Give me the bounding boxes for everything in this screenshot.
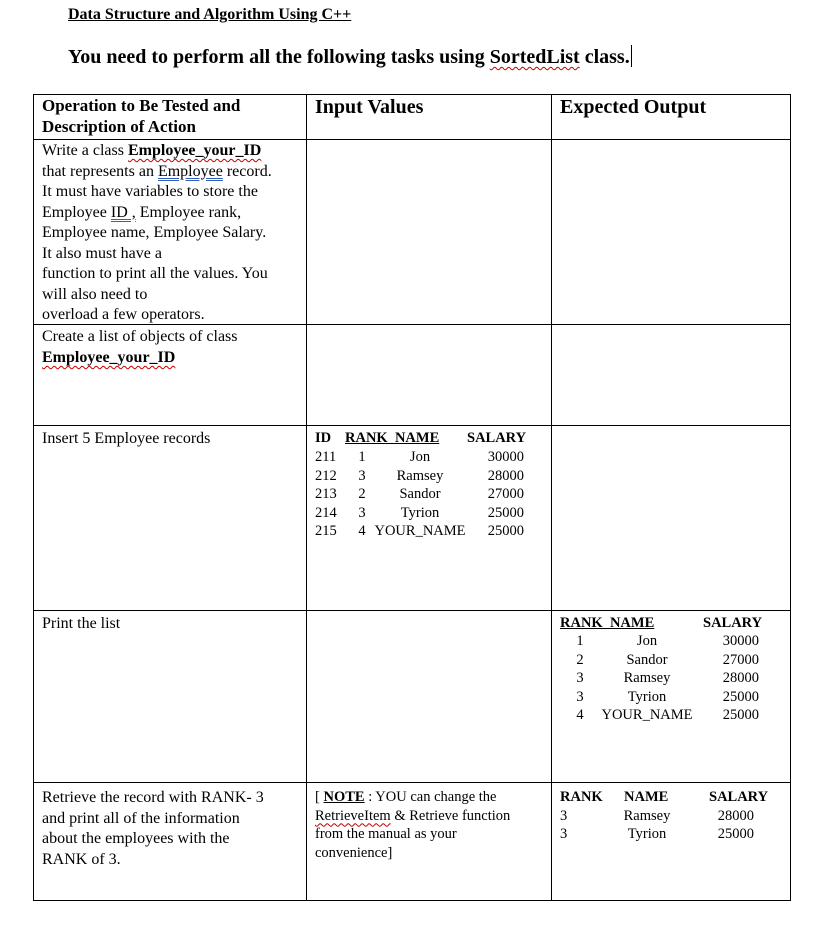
record-name: Jon [409, 449, 431, 465]
record-name: Tyrion [627, 826, 667, 842]
text-cursor [631, 45, 632, 67]
row1-line3: It must have variables to store the [42, 183, 258, 200]
row5-line4: RANK of 3. [42, 850, 121, 868]
record-salary: 28000 [717, 807, 754, 824]
row3-operation: Insert 5 Employee records [42, 430, 211, 447]
record-name: Sandor [399, 486, 441, 502]
row5-header-salary: SALARY [709, 789, 769, 805]
row4-header-salary: SALARY [703, 615, 763, 631]
row-divider-4 [33, 782, 791, 783]
record-salary: 27000 [722, 651, 759, 668]
record-name: Jon [636, 633, 658, 649]
row5-note-line3: from the manual as your [315, 826, 457, 842]
record-id: 211 [315, 449, 337, 465]
record-name: Ramsey [623, 807, 671, 824]
note-l2b: & Retrieve function [390, 807, 511, 824]
row5-note-line1 [315, 788, 497, 807]
record-name: YOUR_NAME [374, 523, 466, 539]
row1-l4b: ID , [110, 203, 136, 221]
row1-line5: Employee name, Employee Salary. [42, 224, 267, 241]
record-rank: 3 [576, 670, 584, 686]
record-salary: 25000 [722, 707, 759, 723]
instruction-suffix: class. [579, 46, 630, 68]
header-operation-line2: Description of Action [42, 117, 196, 136]
note-rest: : YOU can change the [364, 789, 497, 805]
row5-note-line4: convenience] [315, 844, 393, 861]
record-rank: 3 [358, 467, 366, 484]
row5-note-line2 [315, 807, 510, 826]
record-salary: 30000 [487, 449, 524, 465]
row5-line1: Retrieve the record with RANK- 3 [42, 789, 264, 806]
document-title: Data Structure and Algorithm Using C++ [68, 6, 352, 23]
row5-header-rank: RANK [560, 789, 603, 805]
record-id: 213 [315, 486, 337, 502]
note-retrieveitem: RetrieveItem [315, 807, 391, 824]
row-divider-2 [33, 425, 791, 426]
record-salary: 28000 [722, 670, 759, 686]
record-id: 212 [315, 467, 337, 484]
table-border-bottom [33, 900, 791, 901]
row3-header-salary: SALARY [467, 430, 527, 446]
record-rank: 4 [358, 523, 366, 539]
row1-l2a: that represents an [42, 162, 158, 180]
note-label: NOTE [323, 789, 365, 805]
record-rank: 3 [560, 826, 568, 842]
row1-l2b: Employee [157, 162, 223, 180]
row1-class-name: Employee_your_ID [127, 142, 262, 159]
row1-line1 [42, 141, 261, 162]
row1-l1a: Write a class [42, 142, 128, 159]
row1-l2c: record. [222, 162, 272, 180]
row3-header-rank-name: RANK NAME [345, 430, 440, 446]
row1-line8: will also need to [42, 285, 148, 303]
row3-header-id: ID [315, 430, 332, 446]
table-divider-2 [551, 94, 552, 901]
row5-header-name: NAME [624, 789, 669, 805]
row5-line3: about the employees with the [42, 830, 230, 847]
table-border-left [33, 94, 34, 901]
record-salary: 27000 [487, 486, 524, 502]
header-expected-output: Expected Output [560, 96, 707, 118]
row1-line6: It also must have a [42, 244, 162, 262]
record-rank: 3 [358, 504, 366, 521]
row4-operation: Print the list [42, 615, 121, 632]
record-salary: 25000 [487, 504, 524, 521]
record-rank: 2 [576, 651, 584, 668]
record-rank: 2 [358, 486, 366, 502]
row1-line7: function to print all the values. You [42, 265, 268, 282]
row1-l4a: Employee [42, 203, 111, 221]
row1-line4 [42, 203, 241, 224]
record-name: Ramsey [396, 467, 444, 484]
instruction-class-name: SortedList [489, 46, 580, 68]
record-name: Tyrion [627, 688, 667, 705]
row4-header-rank-name: RANK NAME [560, 615, 655, 631]
record-salary: 25000 [487, 523, 524, 539]
record-name: Ramsey [623, 670, 671, 686]
row2-line1: Create a list of objects of class [42, 328, 238, 345]
record-salary: 25000 [717, 826, 754, 842]
record-salary: 25000 [722, 688, 759, 705]
instruction-line [68, 45, 632, 69]
row2-class-name: Employee_your_ID [42, 349, 176, 366]
row-divider-3 [33, 610, 791, 611]
record-name: Tyrion [400, 504, 440, 521]
record-rank: 3 [576, 688, 584, 705]
row-divider-header [33, 139, 791, 140]
header-operation-line1: Operation to Be Tested and [42, 96, 241, 115]
record-rank: 3 [560, 807, 568, 824]
record-name: YOUR_NAME [601, 707, 693, 723]
row5-line2: and print all of the information [42, 809, 240, 827]
header-input-values: Input Values [315, 96, 424, 118]
record-rank: 4 [576, 707, 584, 723]
table-border-right [790, 94, 791, 901]
record-id: 214 [315, 504, 337, 521]
record-salary: 28000 [487, 467, 524, 484]
row1-line2 [42, 162, 272, 183]
record-name: Sandor [626, 651, 668, 668]
row1-line9: overload a few operators. [42, 306, 205, 323]
record-rank: 1 [358, 449, 366, 465]
record-id: 215 [315, 523, 337, 539]
record-rank: 1 [576, 633, 584, 649]
table-divider-1 [306, 94, 307, 901]
note-open: [ [315, 789, 324, 805]
record-salary: 30000 [722, 633, 759, 649]
row1-l4c: Employee rank, [135, 203, 242, 221]
instruction-prefix: You need to perform all the following tasks using [68, 46, 490, 68]
